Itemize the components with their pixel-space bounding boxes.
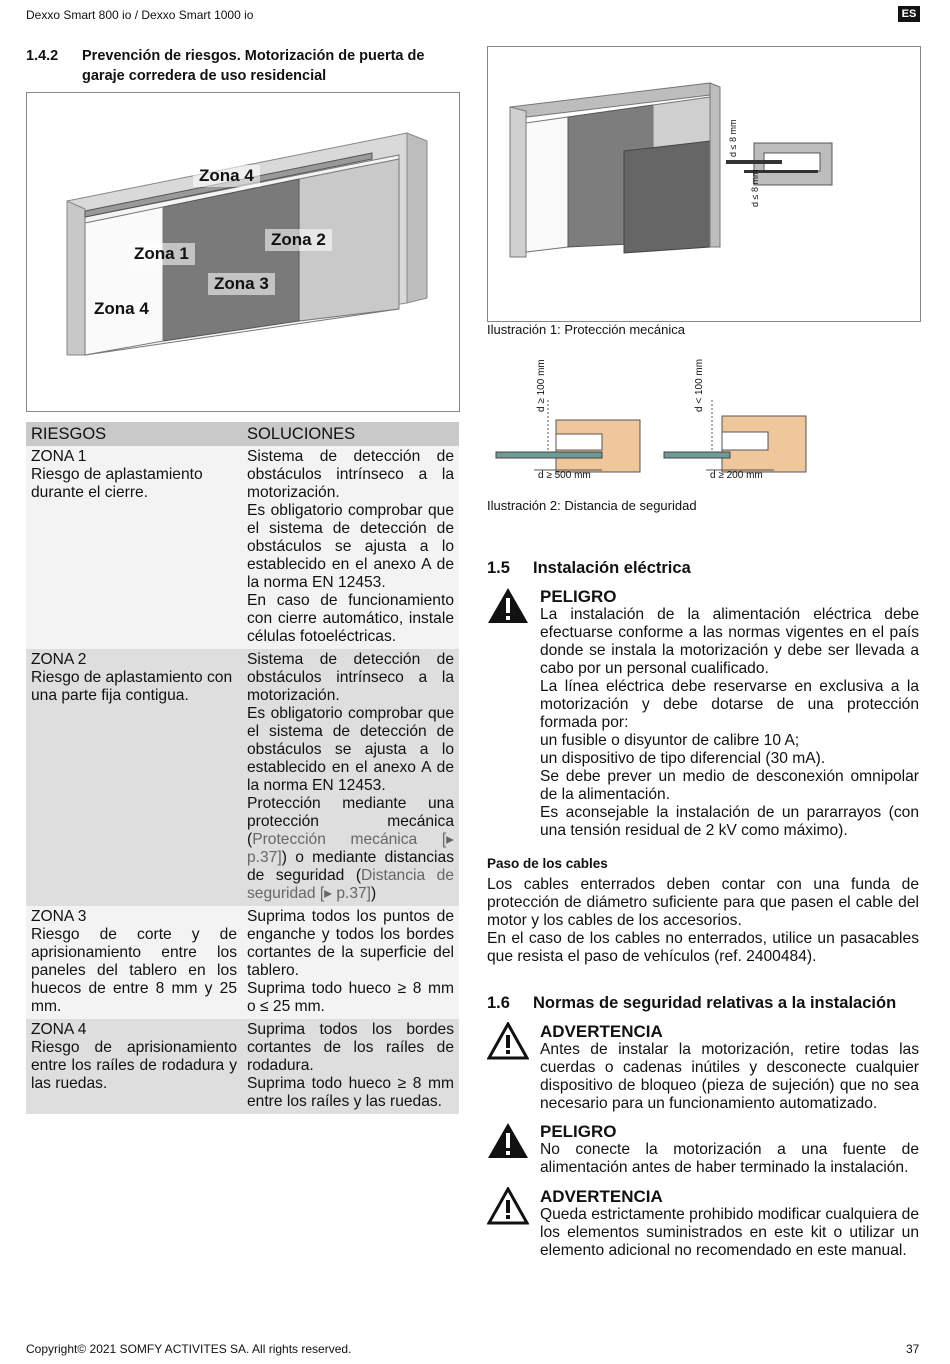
safety-distance-figure [494,358,814,490]
danger-body [540,1122,919,1177]
danger-title: PELIGRO [540,587,617,606]
warning-body [540,1187,919,1260]
danger-paragraph: Es aconsejable la instalación de un pararrayos (con una tensión residual de 2 kV como máximo). [540,804,919,839]
warning-block-3 [487,1187,919,1260]
cables-paragraph: Los cables enterrados deben contar con una funda de protección de diámetro suficiente para que pasen el cable del motor y los cables de los accesorios. [487,876,919,929]
zone-1-label: Zona 1 [128,243,195,265]
illustration-1-caption: Ilustración 1: Protección mecánica [487,322,685,337]
language-badge: ES [898,6,920,22]
zone-3-label: Zona 3 [208,273,275,295]
warning-title: ADVERTENCIA [540,1187,663,1206]
zone-4-left-label: Zona 4 [94,299,149,318]
section-heading-1-6 [487,994,917,1013]
sliding-door-illustration [27,93,459,411]
table-row [26,446,459,649]
left-horizontal-distance-label: d ≥ 500 mm [538,470,591,481]
section-title: Instalación eléctrica [533,559,691,577]
solution-cell [242,649,459,906]
solutions-column-header: SOLUCIONES [242,422,459,446]
zone-label: ZONA 2 [31,651,87,668]
danger-paragraph: Se debe prever un medio de desconexión omnipolar de la alimentación. [540,768,919,803]
risk-solutions-table [26,422,459,1114]
risk-text: Riesgo de corte y de aprisionamiento entre los paneles del tablero en los huecos de entre 8 mm y 25 mm. [31,926,237,1015]
solution-text: Suprima todos los puntos de enganche y todos los bordes cortantes de la superficie del tablero. [247,908,454,979]
warning-body [540,1022,919,1113]
danger-paragraph: La instalación de la alimentación eléctrica debe efectuarse conforme a las normas vigentes en el país donde se instala la motorización y debe ser llevada a cabo por un personal cualificado. [540,606,919,677]
danger-paragraph: No conecte la motorización a una fuente de alimentación antes de haber terminado la instalación. [540,1141,919,1176]
table-row [26,1019,459,1114]
left-vertical-distance-label: d ≥ 100 mm [536,359,547,412]
section-heading-1-5 [487,559,917,578]
risks-column-header: RIESGOS [26,422,242,446]
danger-warning-icon [487,1122,529,1160]
section-title: Normas de seguridad relativas a la instalación [533,994,897,1012]
zone-label: ZONA 3 [31,908,87,925]
danger-paragraph: La línea eléctrica debe reservarse en exclusiva a la motorización y debe dotarse de una protección formada por: [540,678,919,731]
solution-text: Suprima todo hueco ≥ 8 mm o ≤ 25 mm. [247,980,454,1015]
dim-top-label: d ≤ 8 mm [728,119,738,157]
danger-title: PELIGRO [540,1122,617,1141]
solution-text-part: Protección mediante una protección mecánica ( [247,795,454,848]
warning-icon [487,1022,529,1060]
copyright-footer: Copyright© 2021 SOMFY ACTIVITES SA. All rights reserved. [26,1342,352,1356]
warning-paragraph: Queda estrictamente prohibido modificar cualquiera de los elementos suministrados en este kit o utilizar un elemento adicional no recomendado en este manual. [540,1206,919,1259]
safety-distance-link[interactable]: Distancia de seguridad [▸ p.37] [247,867,454,902]
section-number: 1.6 [487,994,510,1012]
illustration-2-caption: Ilustración 2: Distancia de seguridad [487,498,697,513]
danger-paragraph: un fusible o disyuntor de calibre 10 A; [540,732,800,749]
solution-text [247,795,454,903]
danger-block-2 [487,1122,919,1177]
risk-cell [26,446,242,649]
table-header-row [26,422,459,446]
solution-text: Suprima todo hueco ≥ 8 mm entre los raíles y las ruedas. [247,1075,454,1110]
page-number: 37 [906,1342,920,1356]
section-heading-1-4-2 [26,46,466,88]
cables-text [487,876,919,966]
risk-cell [26,649,242,906]
right-horizontal-distance-label: d ≥ 200 mm [710,470,763,481]
zone-4-top-label: Zona 4 [193,165,260,187]
danger-paragraph: un dispositivo de tipo diferencial (30 mA). [540,750,826,767]
mechanical-protection-link[interactable]: Protección mecánica [▸ p.37] [247,831,454,866]
risk-cell [26,906,242,1019]
warning-block-1 [487,1022,919,1113]
table-row [26,649,459,906]
cables-paragraph: En el caso de los cables no enterrados, utilice un pasacables que resista el paso de vehículos (ref. 2400484). [487,930,919,965]
solution-text: Sistema de detección de obstáculos intrínseco a la motorización. [247,448,454,501]
zone-label: ZONA 1 [31,448,87,465]
mechanical-protection-illustration [488,47,920,321]
danger-body [540,587,919,840]
zone-label: ZONA 4 [31,1021,87,1038]
risk-text: Riesgo de aplastamiento durante el cierre. [31,466,203,501]
section-number: 1.4.2 [26,48,59,64]
section-number: 1.5 [487,559,510,577]
solution-text-part: ) o mediante distancias de seguridad ( [247,849,454,884]
danger-block-electrical [487,587,919,840]
table-row [26,906,459,1019]
section-title: Prevención de riesgos. Motorización de puerta de garaje corredera de uso residencial [82,48,425,84]
solution-cell [242,906,459,1019]
risk-cell [26,1019,242,1114]
solution-cell [242,446,459,649]
solution-cell [242,1019,459,1114]
risk-text: Riesgo de aplastamiento con una parte fija contigua. [31,669,233,704]
zone-2-label: Zona 2 [265,229,332,251]
solution-text: Es obligatorio comprobar que el sistema de detección de obstáculos se ajusta a lo establecido en el anexo A de la norma EN 12453. [247,502,454,591]
risk-text: Riesgo de aprisionamiento entre los raíles de rodadura y las ruedas. [31,1039,237,1092]
cables-subheading: Paso de los cables [487,856,608,871]
mechanical-protection-figure [487,46,921,322]
warning-title: ADVERTENCIA [540,1022,663,1041]
right-vertical-distance-label: d < 100 mm [694,358,705,412]
solution-text: Sistema de detección de obstáculos intrínseco a la motorización. [247,651,454,704]
dim-bottom-label: d ≤ 8 mm [750,169,760,207]
solution-text: Es obligatorio comprobar que el sistema de detección de obstáculos se ajusta a lo establecido en el anexo A de la norma EN 12453. [247,705,454,794]
solution-text: En caso de funcionamiento con cierre automático, instale células fotoeléctricas. [247,592,454,645]
solution-text-part: ) [371,885,377,902]
danger-warning-icon [487,587,529,625]
zones-figure [26,92,460,412]
warning-icon [487,1187,529,1225]
document-header: Dexxo Smart 800 io / Dexxo Smart 1000 io [26,8,254,22]
solution-text: Suprima todos los bordes cortantes de los raíles de rodadura. [247,1021,454,1074]
warning-paragraph: Antes de instalar la motorización, retire todas las cuerdas o cadenas inútiles y desconecte cualquier dispositivo de bloqueo (pieza de sujeción) que no sea necesario para un funcionamiento automatizado. [540,1041,919,1112]
